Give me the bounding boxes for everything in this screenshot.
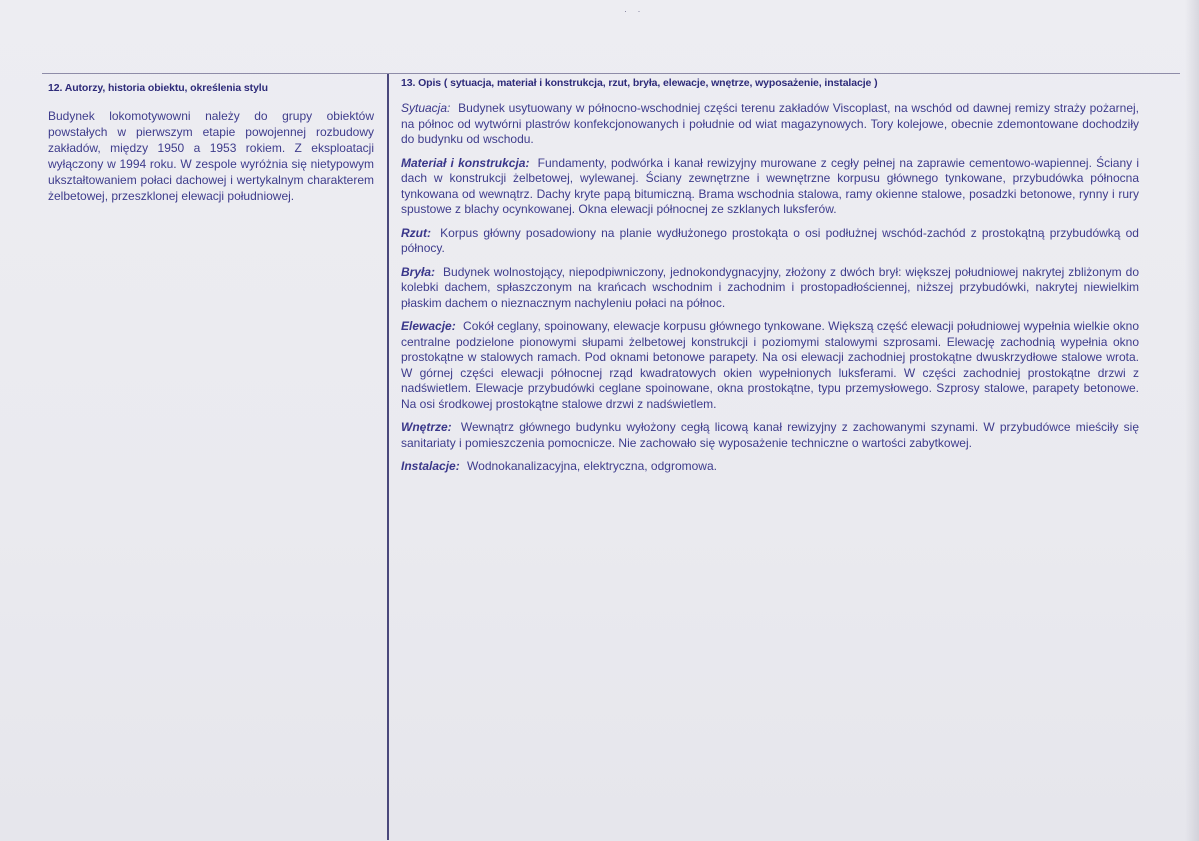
text-wnetrze: Wewnątrz głównego budynku wyłożony cegłą licową kanał rewizyjny z zachowanymi szynami. W przybudówce mieściły się sanitariaty i pomieszczenia pomocnicze. Nie zachowało się wyposażenie techniczne o wartości zabytkowej. — [401, 420, 1139, 450]
label-instalacje: Instalacje: — [401, 459, 460, 473]
section-12-heading: 12. Autorzy, historia obiektu, określenia stylu — [48, 82, 268, 94]
paragraph-instalacje — [401, 459, 1139, 475]
label-sytuacja: Sytuacja: — [401, 101, 451, 115]
label-elewacje: Elewacje: — [401, 319, 456, 333]
paragraph-sytuacja — [401, 101, 1139, 148]
right-column — [401, 77, 1139, 483]
text-elewacje: Cokół ceglany, spoinowany, elewacje korpusu głównego tynkowane. Większą część elewacji południowej wypełnia wielkie okno centralne podzielone pionowymi słupami żelbetowej konstrukcji i poziomymi stalowymi szprosami. Elewację zachodnią wypełnia okno prostokątne w stalowych ramach. Pod oknami betonowe parapety. Na osi elewacji zachodniej prostokątne dwuskrzydłowe stalowe wrota. W górnej części elewacji północnej rząd kwadratowych okien wypełnionych luksferami. W części zachodniej prostokątne drzwi z nadświetlem. Elewacje przybudówki ceglane spoinowane, okna prostokątne, typu przemysłowego. Szprosy stalowe, parapety betonowe. Na osi środkowej prostokątne stalowe drzwi z nadświetlem. — [401, 319, 1139, 411]
paragraph-material-konstrukcja — [401, 156, 1139, 218]
text-instalacje: Wodnokanalizacyjna, elektryczna, odgromowa. — [467, 459, 717, 473]
section-13-heading: 13. Opis ( sytuacja, materiał i konstrukcja, rzut, bryła, elewacje, wnętrze, wyposażenie, instalacje ) — [401, 77, 878, 89]
paragraph-rzut — [401, 226, 1139, 257]
label-material-konstrukcja: Materiał i konstrukcja: — [401, 155, 530, 170]
text-sytuacja: Budynek usytuowany w północno-wschodniej części terenu zakładów Viscoplast, na wschód od dawnej remizy straży pożarnej, na północ od wytwórni plastrów konfekcjonowanych i południe od wiat magazynowych. Tory kolejowe, obecnie zdemontowane dochodziły do budynku od wschodu. — [401, 101, 1140, 146]
paragraph-elewacje — [401, 319, 1139, 412]
label-rzut: Rzut: — [401, 225, 431, 240]
text-material-konstrukcja: Fundamenty, podwórka i kanał rewizyjny murowane z cegły pełnej na zaprawie cementowo-wapiennej. Ściany i dach w konstrukcji żelbetowej, wylewanej. Ściany zewnętrzne i wewnętrzne korpusu głównego tynkowane, przybudówka północna tynkowana od wewnątrz. Dachy kryte papą bitumiczną. Brama wschodnia stalowa, ramy okienne stalowe, posadzki betonowe, rynny i rury spustowe z blachy ocynkowanej. Okna elewacji północnej ze szklanych luksferów. — [401, 155, 1139, 216]
paragraph-wnetrze — [401, 420, 1139, 451]
scan-dots: · · — [624, 6, 645, 16]
scan-edge-shadow — [1185, 0, 1199, 841]
section-12-text: Budynek lokomotywowni należy do grupy obiektów powstałych w pierwszym etapie powojennej rozbudowy zakładów, między 1950 a 1953 rokiem. Z eksploatacji wyłączony w 1994 roku. W zespole wyróżnia się nietypowym ukształtowaniem połaci dachowej i wertykalnym charakterem żelbetowej, przeszklonej elewacji południowej. — [48, 109, 374, 203]
top-rule — [42, 73, 1180, 74]
label-bryla: Bryła: — [401, 264, 436, 279]
text-bryla: Budynek wolnostojący, niepodpiwniczony, jednokondygnacyjny, złożony z dwóch brył: większej południowej nakrytej zbliżonym do kolebki dachem, spłaszczonym na krańcach wschodnim i zachodnim i prostopadłościennej, niższej przybudówki, nakrytej niewielkim płaskim dachem o nieznacznym nachyleniu połaci na północ. — [401, 264, 1139, 310]
paragraph-bryla — [401, 265, 1139, 312]
column-divider — [387, 74, 389, 840]
label-wnetrze: Wnętrze: — [401, 420, 452, 434]
left-column — [48, 82, 374, 204]
text-rzut: Korpus główny posadowiony na planie wydłużonego prostokąta o osi podłużnej wschód-zachód z prostokątną przybudówką od północy. — [401, 225, 1139, 255]
